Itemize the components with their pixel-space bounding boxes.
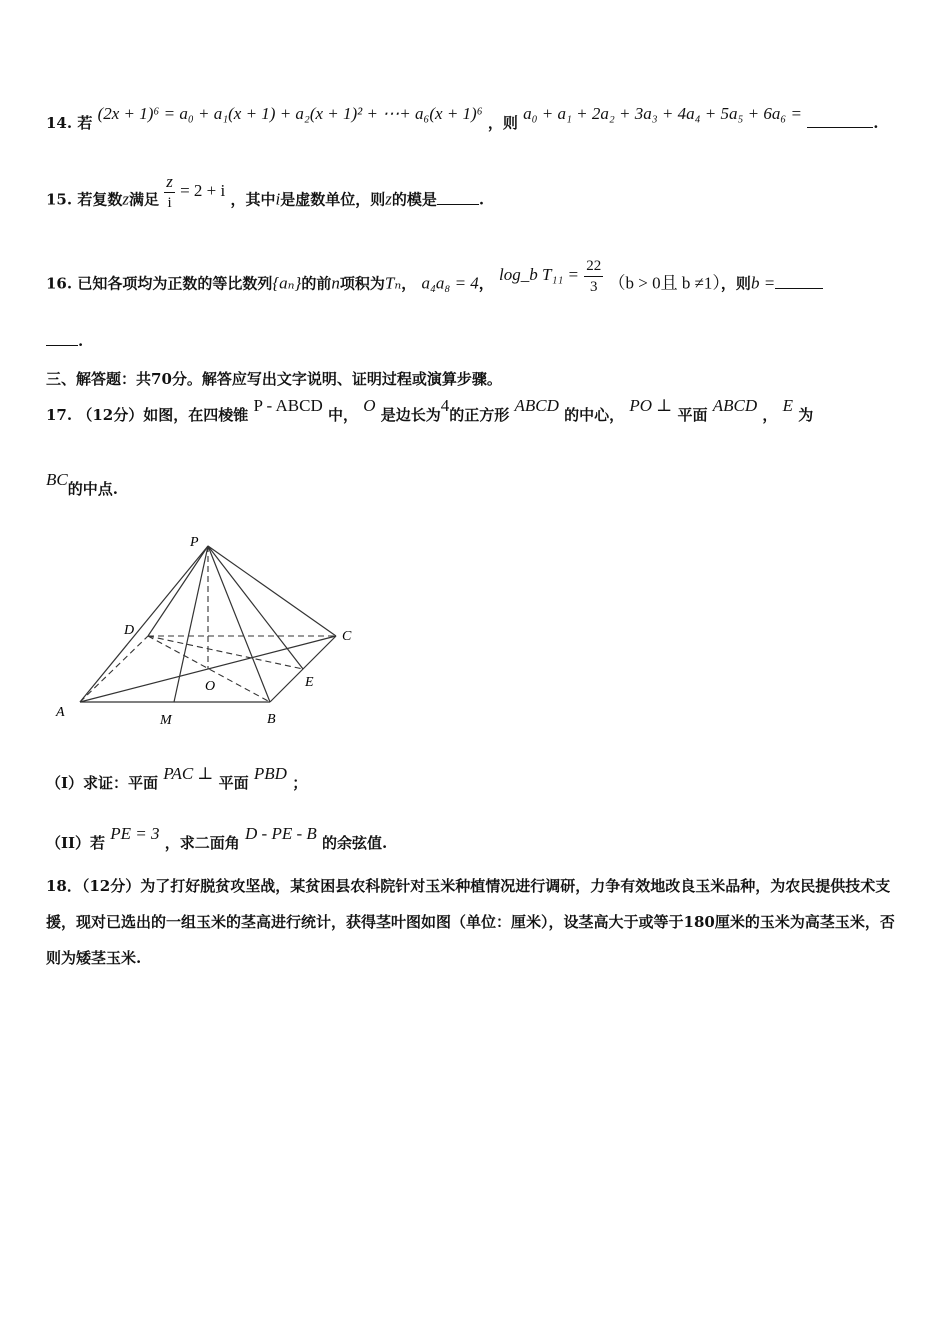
q15-frac-num: z [166, 172, 173, 191]
q17-math: ABCD [514, 396, 559, 415]
q17-text: ， [762, 406, 778, 424]
edge-PA [80, 546, 208, 702]
q17-math: PO ⊥ [629, 396, 673, 415]
q17-text: 中， [327, 406, 358, 424]
q17-text: （12分）如图，在四棱锥 [77, 406, 249, 424]
q17-text: 是边长为 [380, 406, 441, 424]
label-B: B [267, 712, 276, 727]
edge-PM [174, 546, 208, 702]
q15-text: 的模是 [391, 190, 437, 209]
q17-math: P - ABCD [253, 396, 323, 415]
q17-math: ABCD [712, 396, 758, 415]
q15-end: . [478, 190, 485, 209]
q17-math: PBD [253, 764, 287, 783]
q17-math: D - PE - B [245, 824, 317, 843]
q16-var-tn: Tₙ [384, 273, 402, 293]
q15-text: 若复数 [77, 190, 123, 209]
q17-text: 的中心， [564, 406, 625, 424]
q17-text: ； [292, 774, 308, 792]
q15-text: 是虚数单位，则 [280, 190, 386, 209]
q16-text: 项积为 [339, 274, 385, 293]
q17-text: ，求二面角 [164, 834, 240, 852]
q16-text: ， [401, 274, 417, 293]
q14-connector: ，则 [487, 114, 518, 132]
edge-PB [208, 546, 270, 702]
label-C: C [342, 629, 352, 644]
q17-number: 17. [46, 406, 73, 424]
q17-text: 平面 [677, 406, 708, 424]
q16-answer-blank[interactable] [775, 288, 823, 289]
q16-text: 的前 [301, 274, 332, 293]
q15-var-z: z [122, 189, 129, 209]
q17-part-2 [46, 824, 388, 853]
q17-line-2 [46, 470, 118, 499]
q14-sum-expression: a₀ + a₁ + 2a₂ + 3a₃ + 4a₄ + 5a₅ + 6a₆ = [523, 104, 803, 123]
question-18: 18．（12分）为了打好脱贫攻坚战，某贫困县农科院针对玉米种植情况进行调研，力争有效地改良玉米品种，为农民提供技术支援，现对已选出的一组玉米的茎高进行统计，获得茎叶图如图（单位：厘米），设茎高大于或等于180厘米的玉米为高茎玉米，否则为矮茎玉米. [46, 877, 895, 967]
q17-math: PAC ⊥ [163, 764, 214, 783]
q14-number: 14. [46, 114, 73, 132]
q14-answer-blank[interactable] [807, 127, 873, 128]
label-P: P [190, 535, 199, 550]
q15-rhs: = 2 + i [180, 180, 226, 200]
label-E: E [305, 675, 314, 690]
q17-math: PE = 3 [110, 824, 160, 843]
edge-PE [208, 546, 303, 669]
q14-prefix: 若 [77, 114, 93, 132]
q17-math: 4 [440, 396, 450, 415]
q15-fraction [164, 172, 175, 213]
q16-log-expression: log_b T₁₁ = [499, 264, 580, 284]
q15-number: 15. [46, 190, 73, 209]
q17-math: BC [46, 470, 68, 489]
q14-expansion: (2x + 1)⁶ = a₀ + a₁(x + 1) + a₂(x + 1)² + ⋯+ a₆(x + 1)⁶ [97, 104, 483, 123]
section-heading: 三、解答题：共70分。解答应写出文字说明、证明过程或演算步骤。 [46, 370, 502, 388]
q16-text: 已知各项均为正数的等比数列 [77, 274, 273, 293]
q17-text: 的正方形 [449, 406, 510, 424]
q16-frac-den: 3 [590, 279, 598, 295]
q15-var-i: i [275, 189, 281, 209]
q15-var-z2: z [385, 189, 392, 209]
q16-continued [46, 332, 83, 350]
question-15 [46, 172, 485, 221]
q17-text: 的中点. [67, 480, 118, 498]
q16-text: ，则 [720, 274, 751, 293]
q16-fraction [584, 256, 603, 297]
question-16 [46, 258, 823, 305]
label-O: O [205, 679, 216, 694]
edge-AD [80, 636, 148, 702]
q14-end: . [873, 114, 879, 132]
q17-math: O [363, 396, 376, 415]
q16-var-n: n [331, 273, 340, 293]
q15-frac-den: i [167, 195, 172, 211]
question-14 [46, 104, 879, 133]
q16-number: 16. [46, 274, 73, 293]
q17-text: 为 [798, 406, 814, 424]
label-A: A [56, 705, 65, 720]
q16-condition-2: （b > 0且 b ≠1） [608, 273, 721, 293]
q17-math: E [782, 396, 794, 415]
q16-text: ， [478, 274, 494, 293]
edge-PD [148, 546, 208, 636]
q15-answer-blank[interactable] [437, 204, 479, 205]
edge-PC [208, 546, 336, 636]
q17-text: （I）求证：平面 [46, 774, 159, 792]
q15-text: ，其中 [230, 190, 276, 209]
label-D: D [124, 623, 135, 638]
q17-text: 的余弦值. [322, 834, 388, 852]
q17-part-1 [46, 764, 308, 793]
question-17 [46, 396, 814, 425]
pyramid-figure [50, 532, 370, 732]
q17-text: （II）若 [46, 834, 106, 852]
q17-text: 平面 [218, 774, 249, 792]
q16-answer-blank-2[interactable] [46, 345, 78, 346]
q15-text: 满足 [128, 190, 159, 209]
q16-end: . [78, 332, 84, 350]
q16-sequence: {aₙ} [272, 273, 302, 293]
q16-frac-num: 22 [584, 256, 603, 277]
label-M: M [160, 713, 172, 728]
q16-var-b: b = [750, 273, 776, 293]
q16-condition-1: a₄a₈ = 4 [421, 273, 479, 293]
